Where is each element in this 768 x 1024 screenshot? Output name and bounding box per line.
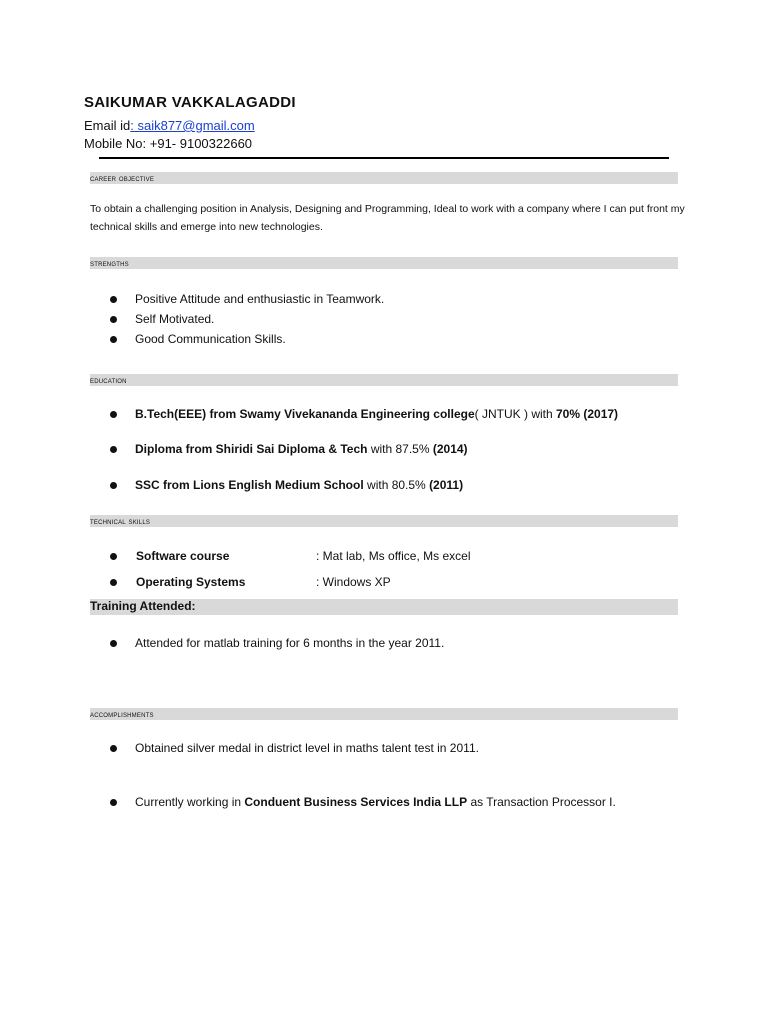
training-heading: Training Attended: <box>90 599 196 613</box>
technical-skills-heading-bar <box>90 515 678 527</box>
training-item: Attended for matlab training for 6 months in the year 2011. <box>112 636 444 650</box>
tech-skill-value: : Windows XP <box>316 575 391 589</box>
career-objective-heading: career objective <box>90 173 155 183</box>
accomplishment-item: Currently working in Conduent Business Services India LLP as Transaction Processor I. <box>112 795 616 809</box>
education-item: B.Tech(EEE) from Swamy Vivekananda Engineering college( JNTUK ) with 70% (2017) <box>112 407 618 421</box>
email-line <box>84 118 255 133</box>
strengths-heading: strengths <box>90 258 129 268</box>
strength-item: Self Motivated. <box>112 312 214 326</box>
mobile-line: Mobile No: +91- 9100322660 <box>84 136 253 151</box>
strength-item: Positive Attitude and enthusiastic in Teamwork. <box>112 292 384 306</box>
career-objective-text: To obtain a challenging position in Analysis, Designing and Programming, Ideal to work with a company where I can put front my technical skills and emerge into new technologies. <box>90 203 685 233</box>
education-item: SSC from Lions English Medium School with 80.5% (2011) <box>112 478 463 492</box>
tech-skill-label: Software course <box>136 549 230 563</box>
header-divider <box>99 157 669 159</box>
email-link[interactable]: : saik877@gmail.com <box>130 118 255 133</box>
resume-name: SAIKUMAR VAKKALAGADDI <box>84 94 296 111</box>
education-heading: education <box>90 375 127 385</box>
tech-skill-label: Operating Systems <box>136 575 246 589</box>
tech-skill-value: : Mat lab, Ms office, Ms excel <box>316 549 471 563</box>
strengths-heading-bar <box>90 257 678 269</box>
email-label: Email id <box>84 118 131 133</box>
accomplishments-heading-bar <box>90 708 678 720</box>
accomplishments-heading: accomplishments <box>90 709 154 719</box>
technical-skills-heading: technical skills <box>90 516 151 526</box>
education-item: Diploma from Shiridi Sai Diploma & Tech with 87.5% (2014) <box>112 442 468 456</box>
education-heading-bar <box>90 374 678 386</box>
accomplishment-item: Obtained silver medal in district level in maths talent test in 2011. <box>112 741 479 755</box>
career-objective-heading-bar <box>90 172 678 184</box>
strength-item: Good Communication Skills. <box>112 332 286 346</box>
